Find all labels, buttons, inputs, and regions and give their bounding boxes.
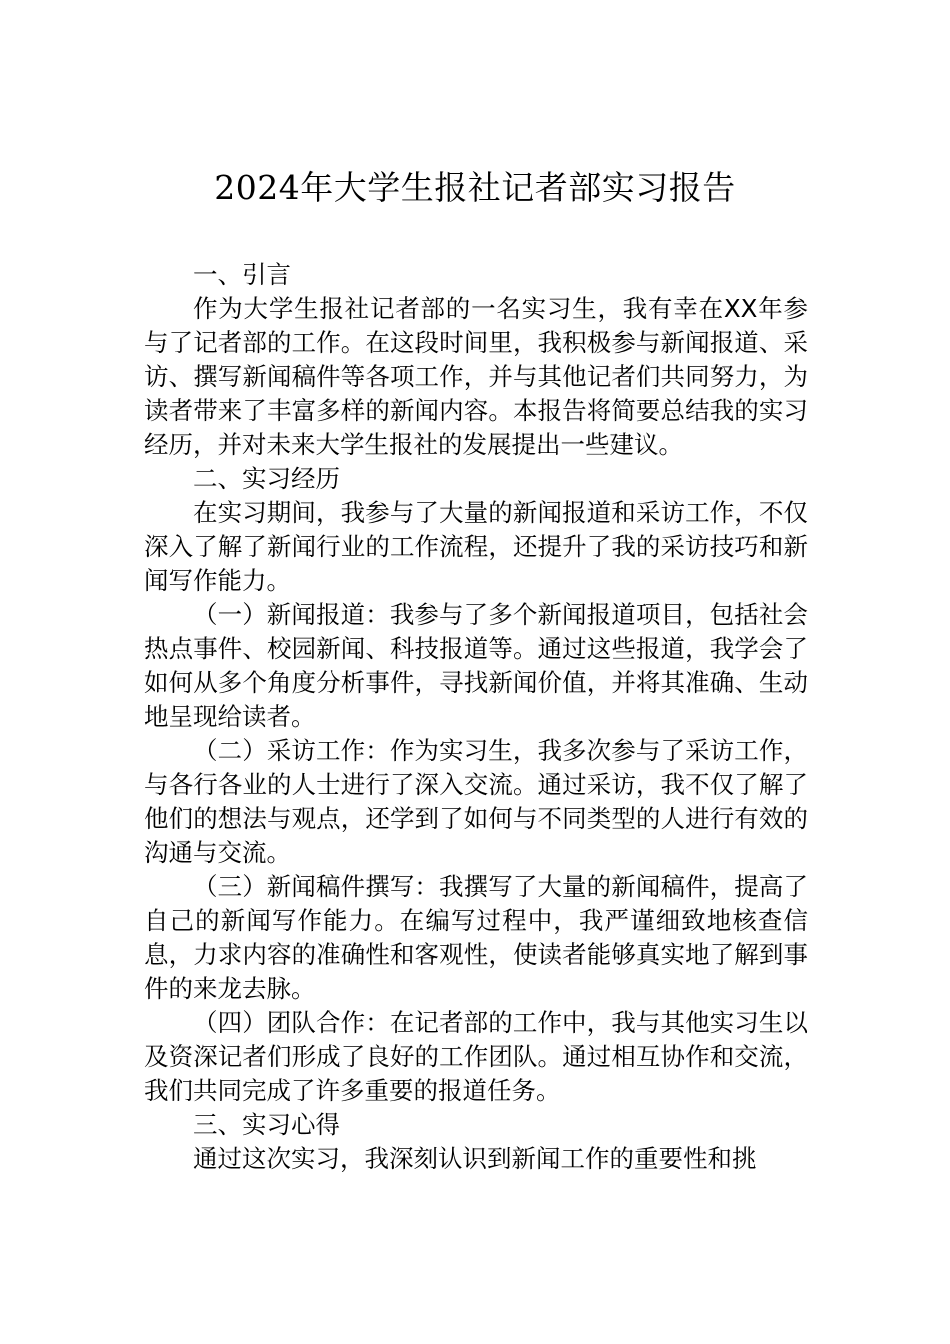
paragraph-teamwork: （四）团队合作：在记者部的工作中，我与其他实习生以及资深记者们形成了良好的工作团队。通过相互协作和交流，我们共同完成了许多重要的报道任务。 [144,1008,808,1105]
paragraph-news-writing: （三）新闻稿件撰写：我撰写了大量的新闻稿件，提高了自己的新闻写作能力。在编写过程中，我严谨细致地核查信息，力求内容的准确性和客观性，使读者能够真实地了解到事件的来龙去脉。 [144,872,808,1003]
document-body [144,258,808,1176]
paragraph-introduction: 作为大学生报社记者部的一名实习生，我有幸在XX年参与了记者部的工作。在这段时间里，我积极参与新闻报道、采访、撰写新闻稿件等各项工作，并与其他记者们共同努力，为读者带来了丰富多样的新闻内容。本报告将简要总结我的实习经历，并对未来大学生报社的发展提出一些建议。 [144,294,808,459]
paragraph-reflections: 通过这次实习，我深刻认识到新闻工作的重要性和挑 [193,1144,757,1173]
paragraph-interview-work: （二）采访工作：作为实习生，我多次参与了采访工作，与各行各业的人士进行了深入交流。通过采访，我不仅了解了他们的想法与观点，还学到了如何与不同类型的人进行有效的沟通与交流。 [144,736,808,867]
paragraph-experience-overview: 在实习期间，我参与了大量的新闻报道和采访工作，不仅深入了解了新闻行业的工作流程，还提升了我的采访技巧和新闻写作能力。 [144,498,808,595]
section-heading-reflections: 三、实习心得 [193,1110,340,1139]
document-title: 2024年大学生报社记者部实习报告 [214,168,736,207]
paragraph-news-reporting: （一）新闻报道：我参与了多个新闻报道项目，包括社会热点事件、校园新闻、科技报道等。通过这些报道，我学会了如何从多个角度分析事件，寻找新闻价值，并将其准确、生动地呈现给读者。 [144,600,808,731]
section-heading-experience: 二、实习经历 [193,464,340,493]
section-heading-introduction: 一、引言 [193,260,291,289]
